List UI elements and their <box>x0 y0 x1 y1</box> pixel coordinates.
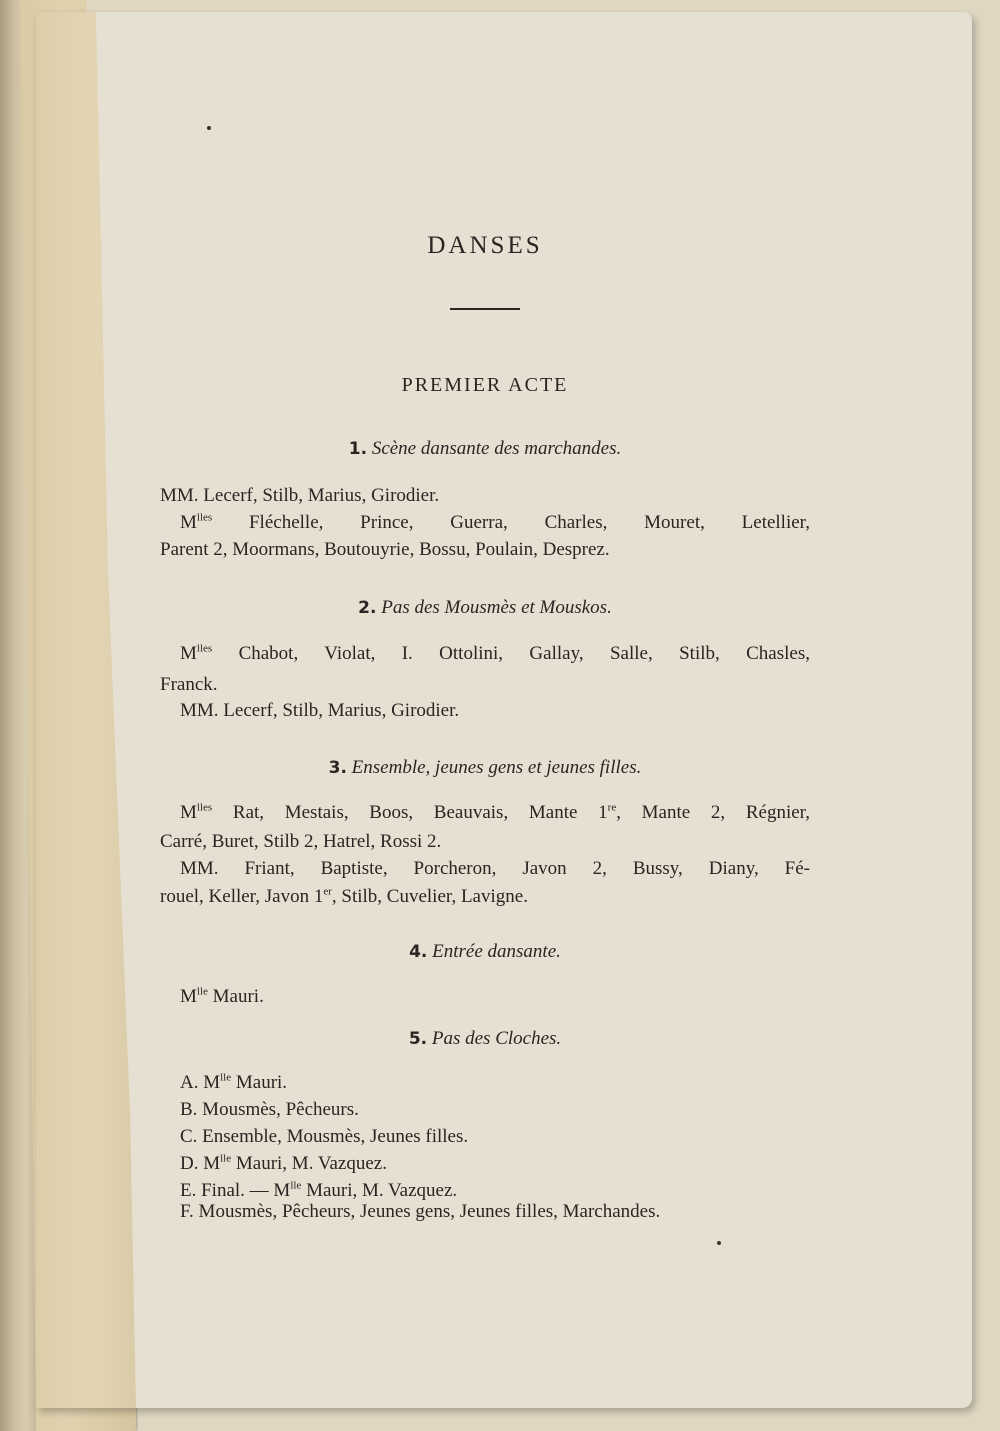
scene-heading-4 <box>160 941 810 963</box>
cast-line: MM. Lecerf, Stilb, Marius, Girodier. <box>160 485 440 506</box>
scene-heading-2 <box>160 597 810 619</box>
cast-prefix: M <box>180 512 197 533</box>
cast-line <box>180 799 810 826</box>
cast-line: B. Mousmès, Pêcheurs. <box>180 1099 359 1120</box>
scene-number: 4. <box>409 942 428 962</box>
scene-name: Ensemble, jeunes gens et jeunes filles. <box>351 757 642 778</box>
ink-speck <box>207 126 211 130</box>
cast-sup: lle <box>290 1179 302 1192</box>
cast-prefix: rouel, Keller, Javon 1 <box>160 886 324 907</box>
scene-name: Pas des Cloches. <box>431 1028 562 1049</box>
cast-text: , Stilb, Cuvelier, Lavigne. <box>331 886 528 907</box>
act-heading: PREMIER ACTE <box>401 374 569 396</box>
cast-text: Rat, Mestais, Boos, Beauvais, Mante 1 <box>212 802 608 823</box>
cast-line <box>180 640 810 667</box>
cast-line: Parent 2, Moormans, Boutouyrie, Bossu, Poulain, Desprez. <box>160 539 610 560</box>
cast-line <box>160 883 810 910</box>
cast-text: Fléchelle, Prince, Guerra, Charles, Mouret, Letellier, <box>212 512 810 533</box>
cast-line: MM. Lecerf, Stilb, Marius, Girodier. <box>180 700 460 721</box>
cast-prefix: A. M <box>180 1072 221 1093</box>
cast-text: Mauri. <box>231 1072 288 1093</box>
ink-speck <box>717 1241 721 1245</box>
cast-prefix: D. M <box>180 1153 221 1174</box>
scene-name: Entrée dansante. <box>432 941 561 962</box>
scene-number: 5. <box>408 1029 428 1049</box>
cast-text: , Mante 2, Régnier, <box>616 802 810 823</box>
scene-number: 3. <box>328 758 347 778</box>
cast-sup: lles <box>196 801 213 814</box>
cast-line: C. Ensemble, Mousmès, Jeunes filles. <box>180 1126 469 1147</box>
cast-line: Franck. <box>160 674 218 695</box>
cast-line <box>180 983 810 1010</box>
scene-name: Scène dansante des marchandes. <box>371 438 622 459</box>
scene-heading-5 <box>160 1028 810 1050</box>
cast-text: Chabot, Violat, I. Ottolini, Gallay, Salle, Stilb, Chasles, <box>212 643 810 664</box>
cast-text: Mauri, M. Vazquez. <box>231 1153 387 1174</box>
cast-prefix: M <box>180 802 197 823</box>
page-content <box>160 0 810 1431</box>
scene-number: 2. <box>358 598 377 618</box>
cast-sup: re <box>607 801 617 814</box>
title-rule <box>450 308 520 310</box>
cast-line <box>180 509 810 536</box>
cast-text: Mauri. <box>207 986 264 1007</box>
cast-prefix: M <box>180 986 197 1007</box>
cast-prefix: M <box>180 643 197 664</box>
cast-text: Mauri, M. Vazquez. <box>301 1180 458 1201</box>
scene-heading-1 <box>160 438 810 460</box>
scene-heading-3 <box>160 757 810 779</box>
cast-line: F. Mousmès, Pêcheurs, Jeunes gens, Jeunes filles, Marchandes. <box>180 1201 661 1222</box>
cast-sup: lle <box>196 985 208 998</box>
cast-sup: lle <box>220 1071 232 1084</box>
page-title: DANSES <box>427 232 543 259</box>
cast-line <box>180 1069 810 1096</box>
cast-sup: er <box>323 885 332 898</box>
cast-line: MM. Friant, Baptiste, Porcheron, Javon 2, Bussy, Diany, Fé- <box>180 858 810 879</box>
cast-prefix: E. Final. — M <box>180 1180 291 1201</box>
cast-sup: lle <box>220 1152 232 1165</box>
cast-sup: lles <box>196 642 213 655</box>
cast-line: Carré, Buret, Stilb 2, Hatrel, Rossi 2. <box>160 831 442 852</box>
cast-line <box>180 1150 810 1177</box>
scene-name: Pas des Mousmès et Mouskos. <box>381 597 612 618</box>
cast-sup: lles <box>196 511 213 524</box>
scene-number: 1. <box>348 439 368 459</box>
